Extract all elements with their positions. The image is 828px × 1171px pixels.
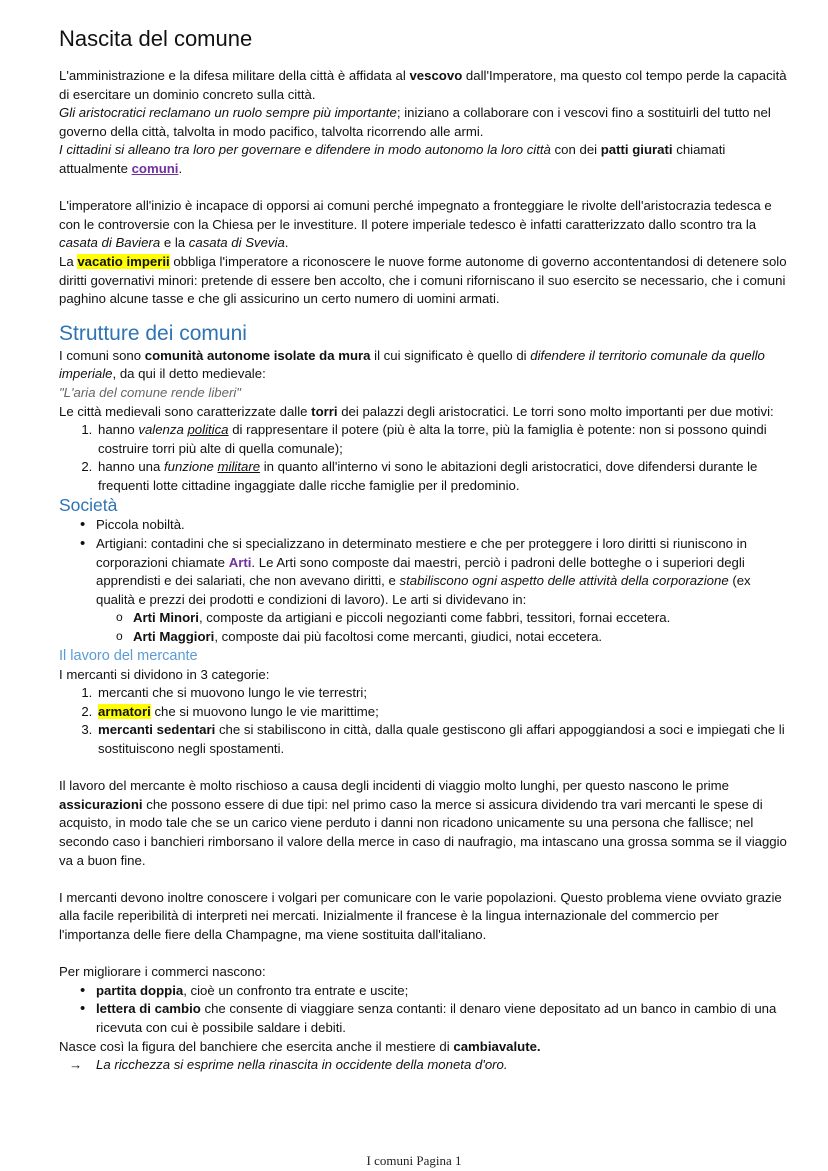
list-item: 1. mercanti che si muovono lungo le vie terrestri; — [96, 684, 789, 703]
list-item — [133, 609, 789, 628]
intro-paragraph-5 — [59, 253, 789, 309]
text: chiamati attualmente — [59, 142, 726, 176]
text: dall'Imperatore, ma questo col tempo perde la capacità di esercitare un dominio concreto sulla città. — [59, 68, 787, 102]
page-title: Nascita del comune — [59, 26, 253, 51]
mercante-paragraph-2: I mercanti devono inoltre conoscere i volgari per comunicare con le varie popolazioni. Questo problema viene ovviato grazie alla facile reperibilità di interpreti nei mercati. Inizialmente il francese è la lingua internazionale del commercio per l'importanza delle fiere della Champagne, ma viene sostituita dall'italiano. — [59, 889, 782, 942]
mercante-categories — [59, 684, 789, 758]
bold-term: cambiavalute. — [453, 1038, 541, 1054]
text: il cui significato è quello di — [370, 347, 531, 363]
bold-term: mercanti sedentari — [98, 722, 216, 738]
text: , da qui il detto medievale: — [112, 366, 266, 382]
arti-sublist — [96, 609, 789, 646]
list-item — [96, 721, 789, 758]
mercante-intro: I mercanti si dividono in 3 categorie: — [59, 666, 270, 682]
italic-text: Gli aristocratici reclamano un ruolo sempre più importante — [59, 105, 397, 121]
strutture-paragraph-1 — [59, 347, 789, 384]
list-item — [133, 628, 789, 647]
intro-paragraph-1 — [59, 67, 789, 104]
underlined-term: militare — [217, 459, 261, 475]
text: La — [59, 253, 78, 269]
italic-text: funzione — [164, 459, 218, 475]
societa-list — [59, 516, 789, 646]
text: che possono essere di due tipi: nel primo caso la merce si assicura dividendo tra vari mercanti le spese di acquisto, in modo tale che se un carico viene perduto i danni non ricadono unicamente su una persona che fallisce; nel secondo caso i banchieri rimborsano il valore della merce in caso di naufragio, ma intascano una grossa somma se il viaggio va a buon fine. — [59, 796, 787, 868]
text: che si stabiliscono in città, dalla quale gestiscono gli affari appoggiandosi a soci e impiegati che li sostituiscono negli spostamenti. — [98, 722, 785, 756]
italic-text: casata di Baviera — [59, 235, 161, 251]
text: L'imperatore all'inizio è incapace di opporsi ai comuni perché impegnato a fronteggiare le rivolte dell'aristocrazia tedesca e con le controversie con la Chiesa per le investiture. Il potere imperiale tedesco è infatti caratterizzato dallo scontro tra la — [59, 198, 772, 232]
bold-term: vescovo — [409, 68, 463, 83]
strutture-paragraph-2 — [59, 403, 789, 422]
text: dei palazzi degli aristocratici. Le torri sono molto importanti per due motivi: — [337, 403, 774, 419]
text: . — [178, 160, 183, 176]
mercante-paragraph-4 — [59, 1038, 789, 1057]
italic-text: La ricchezza si esprime nella rinascita in occidente della moneta d'oro. — [96, 1057, 508, 1073]
bold-term: comunità autonome isolate da mura — [144, 347, 371, 363]
section-heading-societa: Società — [59, 495, 118, 516]
text: (ex qualità e prezzi dei prodotti e condizioni di lavoro). Le arti si dividevano in: — [96, 573, 751, 607]
bold-term: partita doppia — [96, 982, 184, 998]
text: che consente di viaggiare senza contanti: il denaro viene depositato ad un banco in cambio di una ricevuta con cui è possibile saldare i debiti. — [96, 1001, 777, 1035]
list-item — [96, 458, 789, 495]
text: , cioè un confronto tra entrate e uscite; — [183, 982, 409, 998]
reasons-list — [59, 421, 789, 495]
text: I comuni sono — [59, 347, 145, 363]
mercante-paragraph-3: Per migliorare i commerci nascono: — [59, 964, 266, 980]
bold-term: Arti Minori — [133, 610, 199, 626]
italic-text: difendere il territorio comunale da quello imperiale — [59, 347, 765, 382]
text: ; iniziano a collaborare con i vescovi fino a sostituirli del tutto nel governo della città, talvolta in modo pacifico, talvolta ricorrendo alle armi. — [59, 105, 771, 139]
highlighted-term: armatori — [98, 703, 151, 719]
text: di rappresentare il potere (più è alta la torre, più la famiglia è potente: non si possono quindi costruire torri più alte di quella comunale); — [98, 422, 767, 456]
italic-text: stabiliscono ogni aspetto delle attività della corporazione — [399, 573, 729, 589]
list-item: • Piccola nobiltà. — [96, 516, 789, 535]
section-heading-strutture: Strutture dei comuni — [59, 321, 247, 345]
list-item — [96, 535, 789, 647]
bold-term: Arti Maggiori — [133, 629, 215, 645]
text: Il lavoro del mercante è molto rischioso a causa degli incidenti di viaggio molto lunghi, per questo nascono le prime — [59, 778, 729, 794]
text: L'amministrazione e la difesa militare della città è affidata al — [59, 68, 410, 83]
conclusion-line — [59, 1056, 789, 1075]
text: e la — [160, 235, 189, 251]
text: , composte dai più facoltosi come mercanti, giudici, notai eccetera. — [214, 629, 603, 645]
text: con dei — [550, 142, 601, 158]
italic-text: casata di Svevia — [188, 235, 285, 251]
intro-paragraph-2 — [59, 104, 789, 141]
bold-term: assicurazioni — [59, 796, 143, 812]
page-footer: I comuni Pagina 1 — [366, 1153, 462, 1168]
text: Artigiani: contadini che si specializzano in determinato mestiere e che per proteggere i loro diritti si riuniscono in corporazioni chiamate — [96, 536, 747, 570]
highlighted-term: vacatio imperii — [77, 253, 170, 269]
list-item — [96, 982, 789, 1001]
text: , composte da artigiani e piccoli negozianti come fabbri, tessitori, fornai eccetera. — [198, 610, 671, 626]
text: . Le Arti sono composte dai maestri, perciò i padroni delle botteghe o i superiori degli apprendisti e dei salariati, che non avevano diritti, e — [96, 554, 745, 589]
medieval-quote: "L'aria del comune rende liberi" — [59, 384, 241, 400]
mercante-paragraph-1 — [59, 777, 789, 870]
commerci-list — [59, 982, 789, 1038]
italic-text: I cittadini si alleano tra loro per governare e difendere in modo autonomo la loro città — [59, 142, 551, 158]
arti-term: Arti — [228, 554, 252, 570]
italic-text: valenza — [138, 422, 188, 438]
bold-term: patti giurati — [600, 142, 673, 158]
comuni-link[interactable]: comuni — [131, 160, 179, 176]
list-item — [96, 421, 789, 458]
list-item — [96, 1000, 789, 1037]
section-heading-mercante: Il lavoro del mercante — [59, 647, 198, 664]
list-item — [96, 703, 789, 722]
document-page — [59, 26, 789, 1075]
bold-term: torri — [311, 403, 338, 419]
arrow-icon: → — [69, 1057, 83, 1073]
text: hanno una — [98, 459, 165, 475]
text: in quanto all'interno vi sono le abitazioni degli aristocratici, dove difendersi durante le frequenti lotte cittadine ingaggiate dalle ricche famiglie per il predominio. — [98, 459, 758, 493]
bold-term: lettera di cambio — [96, 1001, 201, 1017]
text: che si muovono lungo le vie marittime; — [150, 703, 379, 719]
intro-paragraph-3 — [59, 141, 789, 178]
text: . — [284, 235, 289, 251]
text: hanno — [98, 422, 139, 438]
text: Nasce così la figura del banchiere che esercita anche il mestiere di — [59, 1038, 454, 1054]
intro-paragraph-4 — [59, 197, 789, 253]
text: Le città medievali sono caratterizzate dalle — [59, 403, 312, 419]
text: obbliga l'imperatore a riconoscere le nuove forme autonome di governo accontentandosi di detenere solo diritti governativi minori: pretende di essere ben accolto, che i comuni riforniscano il suo esercito se necessario, che i comuni paghino alcune tasse e che gli assicurino un certo numero di uomini armati. — [59, 253, 787, 307]
underlined-term: politica — [187, 422, 229, 438]
